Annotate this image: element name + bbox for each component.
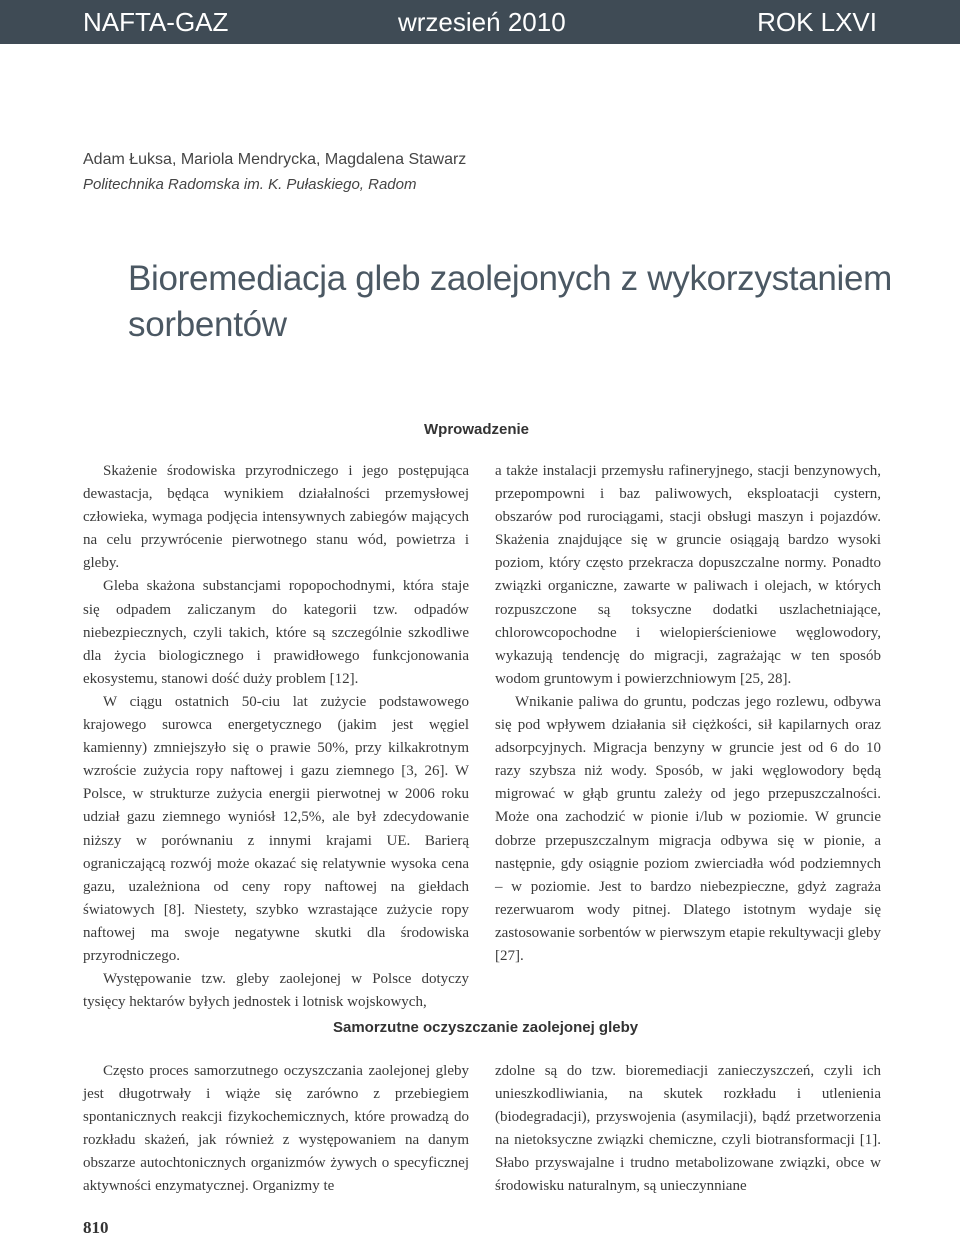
- section-heading-self-cleaning: Samorzutne oczyszczanie zaolejonej gleby: [333, 1019, 639, 1036]
- article-title-line-2: sorbentów: [128, 305, 287, 344]
- journal-header-bar: [0, 0, 960, 44]
- article-title: [128, 256, 893, 348]
- paragraph: Skażenie środowiska przyrodniczego i jego postępująca dewastacja, będąca wynikiem działalności przemysłowej człowieka, wymaga podjęcia intensywnych zabiegów mających na celu przywrócenie pierwotnego stanu wód, powietrza i gleby.: [83, 463, 469, 572]
- self-cleaning-left-column: [83, 1060, 469, 1199]
- paragraph: Wnikanie paliwa do gruntu, podczas jego rozlewu, odbywa się pod wpływem działania sił ciężkości, sił kapilarnych oraz adsorpcyjnych. Migracja benzyny w gruncie jest od 6 do 10 razy szybsza niż wody. Sposób, w jaki węglowodory będą migrować w głąb gruntu zależy od jego przepuszczalności. Może ona zachodzić w pionie i/lub w poziomie. W gruncie dobrze przepuszczalnym migracja odbywa się w pionie, a następnie, gdy osiągnie poziom zwierciadła wód podziemnych – w poziomie. Jest to bardzo niebezpieczne, gdyż zagraża rezerwuarom wody pitnej. Dlatego istotnym wydaje się zastosowanie sorbentów w pierwszym etapie rekultywacji gleby [27].: [495, 693, 881, 964]
- page-number: 810: [83, 1218, 109, 1237]
- paragraph: a także instalacji przemysłu rafineryjnego, stacji benzynowych, przepompowni i baz paliwowych, eksploatacji cystern, obszarów pod rurociągami, stacji obsługi maszyn i pojazdów. Skażenia znajdujące się w gruncie osiągają bardzo wysoki poziom, który często przekracza dopuszczalne normy. Ponadto związki organiczne, zawarte w paliwach i olejach, w których rozpuszczone są toksyczne dodatki uszlachetniające, chlorowcopochodne i wielopierścieniowe węglowodory, wykazują tendencję do migracji, zagrażając w ten sposób wodom gruntowym i powierzchniowym [25, 28].: [495, 463, 881, 687]
- self-cleaning-right-column: [495, 1060, 881, 1199]
- paragraph: Występowanie tzw. gleby zaolejonej w Polsce dotyczy tysięcy hektarów byłych jednostek i lotnisk wojskowych,: [83, 971, 469, 1011]
- paragraph: Często proces samorzutnego oczyszczania zaolejonej gleby jest długotrwały i wiąże się zarówno z przebiegiem spontanicznych reakcji fizykochemicznych, które prowadzą do rozkładu skażeń, jak również z występowaniem na danym obszarze autochtonicznych organizmów żywych o specyficznej aktywności enzymatycznej. Organizmy te: [83, 1063, 469, 1195]
- intro-right-column: [495, 460, 881, 968]
- article-title-line-1: Bioremediacja gleb zaolejonych z wykorzystaniem: [128, 259, 893, 298]
- journal-volume: ROK LXVI: [757, 7, 877, 37]
- journal-name: NAFTA-GAZ: [83, 7, 229, 37]
- section-heading-introduction: Wprowadzenie: [424, 421, 530, 438]
- author-affiliation: Politechnika Radomska im. K. Pułaskiego, Radom: [83, 176, 417, 193]
- paragraph: Gleba skażona substancjami ropopochodnymi, która staje się odpadem zaliczanym do kategorii tzw. odpadów niebezpiecznych, czyli takich, które są szczególnie szkodliwe dla życia biologicznego i prawidłowego funkcjonowania ekosystemu, stanowi dość duży problem [12].: [83, 578, 469, 687]
- intro-left-column: [83, 460, 469, 1014]
- paragraph: zdolne są do tzw. bioremediacji zanieczyszczeń, czyli ich unieszkodliwiania, na skutek rozkładu i utlenienia (biodegradacji), przyswojenia (asymilacji), bądź przetworzenia na nietoksyczne związki chemiczne, czyli biotransformacji [1]. Słabo przyswajalne i trudno metabolizowane związki, obce w środowisku naturalnym, są unieczynniane: [495, 1063, 881, 1195]
- issue-date: wrzesień 2010: [398, 7, 566, 37]
- paragraph: W ciągu ostatnich 50-ciu lat zużycie podstawowego krajowego surowca energetycznego (jakim jest węgiel kamienny) zmniejszyło się o prawie 50%, przy kilkakrotnym wzroście zużycia ropy naftowej i gazu ziemnego [3, 26]. W Polsce, w strukturze zużycia energii pierwotnej w 2006 roku udział gazu ziemnego wyniósł 12,5%, ale był zdecydowanie niższy w porównaniu z innymi krajami UE. Barierą ograniczającą rozwój może okazać się relatywnie wysoka cena gazu, uzależniona od ceny ropy naftowej na giełdach światowych [8]. Niestety, szybko wzrastające zużycie ropy naftowej ma swoje negatywne skutki dla środowiska przyrodniczego.: [83, 693, 469, 964]
- article-authors: Adam Łuksa, Mariola Mendrycka, Magdalena Stawarz: [83, 151, 467, 168]
